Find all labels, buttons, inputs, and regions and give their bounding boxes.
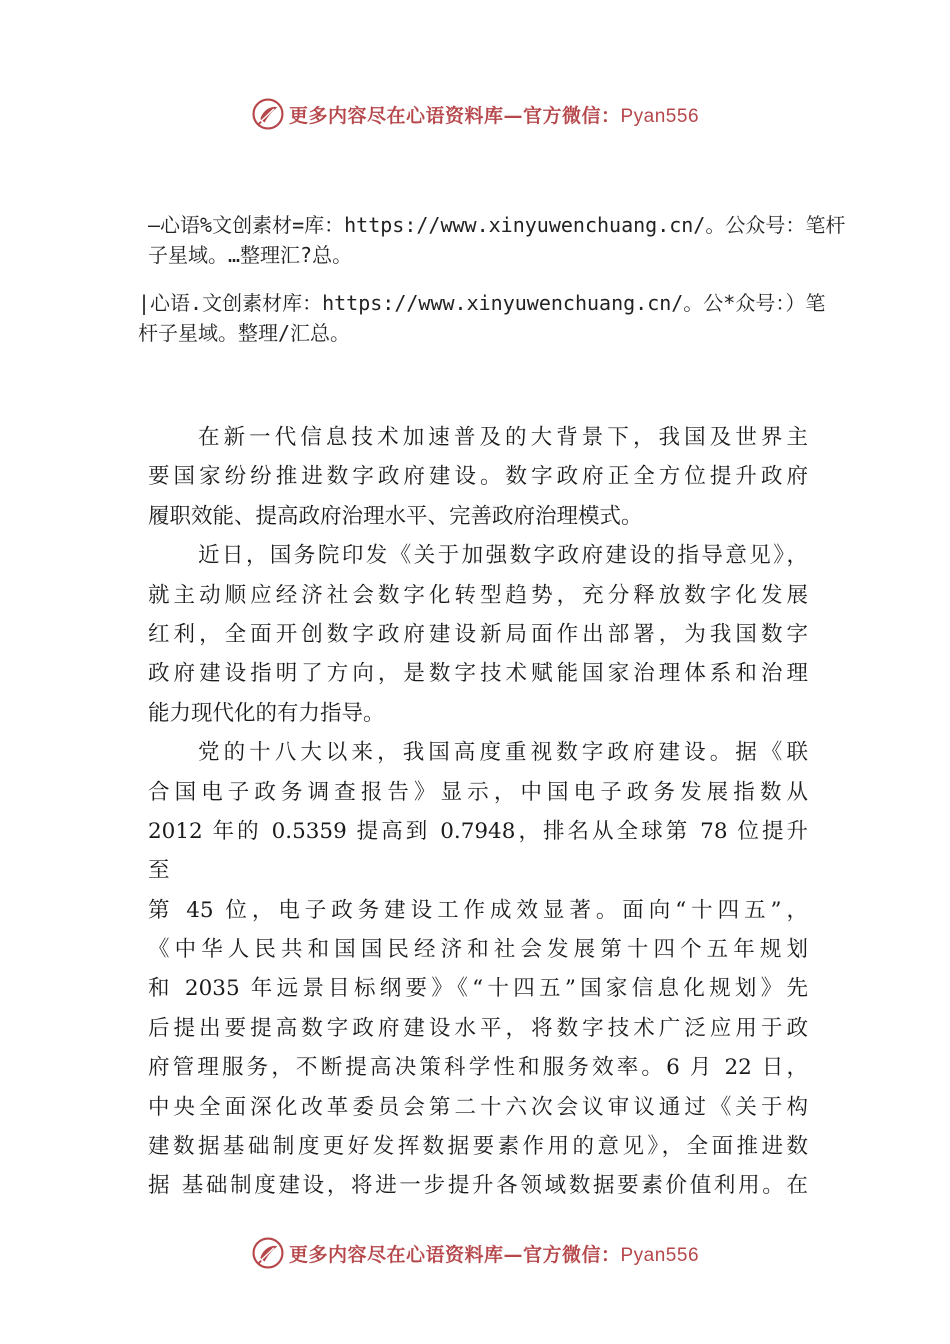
text-line: 至 <box>148 858 170 884</box>
footer-banner-text: 更多内容尽在心语资料库—官方微信：Pyan556 <box>288 1243 700 1266</box>
text-line: 红利，全面开创数字政府建设新局面作出部署，为我国数字 <box>148 621 808 647</box>
paragraph-3 <box>148 733 808 1206</box>
footer-banner <box>0 1233 950 1273</box>
text-line: 要国家纷纷推进数字政府建设。数字政府正全方位提升政府 <box>148 464 808 490</box>
text-line: 近日，国务院印发《关于加强数字政府建设的指导意见》， <box>198 543 808 569</box>
text-line: 府管理服务，不断提高决策科学性和服务效率。6 月 22 日， <box>148 1055 808 1081</box>
text-line: 第 45 位，电子政务建设工作成效显著。面向“十四五”， <box>148 897 808 923</box>
text-line: 后提出要提高数字政府建设水平，将数字技术广泛应用于政 <box>148 1015 808 1041</box>
text-line: 履职效能、提高政府治理水平、完善政府治理模式。 <box>148 503 643 529</box>
text-line: 能力现代化的有力指导。 <box>148 700 385 726</box>
header-banner-text: 更多内容尽在心语资料库—官方微信：Pyan556 <box>288 104 700 127</box>
source-note-1: —心语%文创素材=库：https://www.xinyuwenchuang.cn/。公众号：笔杆子星域。…整理汇?总。 <box>148 213 846 267</box>
paragraph-2 <box>148 536 808 733</box>
text-line: 合国电子政务调查报告》显示，中国电子政务发展指数从 <box>148 779 808 805</box>
wechat-id: Pyan556 <box>620 1244 700 1266</box>
text-line: 2012 年的 0.5359 提高到 0.7948，排名从全球第 78 位提升 <box>148 818 808 844</box>
wechat-id: Pyan556 <box>620 105 700 127</box>
article-body <box>148 418 808 1206</box>
paragraph-1 <box>148 418 808 536</box>
text-line: 《中华人民共和国国民经济和社会发展第十四个五年规划 <box>148 937 808 963</box>
text-line: 中央全面深化改革委员会第二十六次会议审议通过《关于构 <box>148 1094 808 1120</box>
header-banner <box>0 94 950 134</box>
text-line: 党的十八大以来，我国高度重视数字政府建设。据《联 <box>198 740 808 766</box>
xinyu-logo-icon <box>251 1236 285 1270</box>
text-line: 据 基础制度建设，将进一步提升各领域数据要素价值利用。在 <box>148 1173 808 1199</box>
text-line: 和 2035 年远景目标纲要》《“十四五”国家信息化规划》先 <box>148 976 808 1002</box>
source-note-2: |心语.文创素材库：https://www.xinyuwenchuang.cn/。公*众号：）笔杆子星域。整理/汇总。 <box>138 291 826 345</box>
text-line: 建数据基础制度更好发挥数据要素作用的意见》，全面推进数 <box>148 1134 808 1160</box>
text-line: 就主动顺应经济社会数字化转型趋势，充分释放数字化发展 <box>148 582 808 608</box>
text-line: 在新一代信息技术加速普及的大背景下，我国及世界主 <box>198 425 808 450</box>
xinyu-logo-icon <box>251 97 285 131</box>
text-line: 政府建设指明了方向，是数字技术赋能国家治理体系和治理 <box>148 661 808 687</box>
